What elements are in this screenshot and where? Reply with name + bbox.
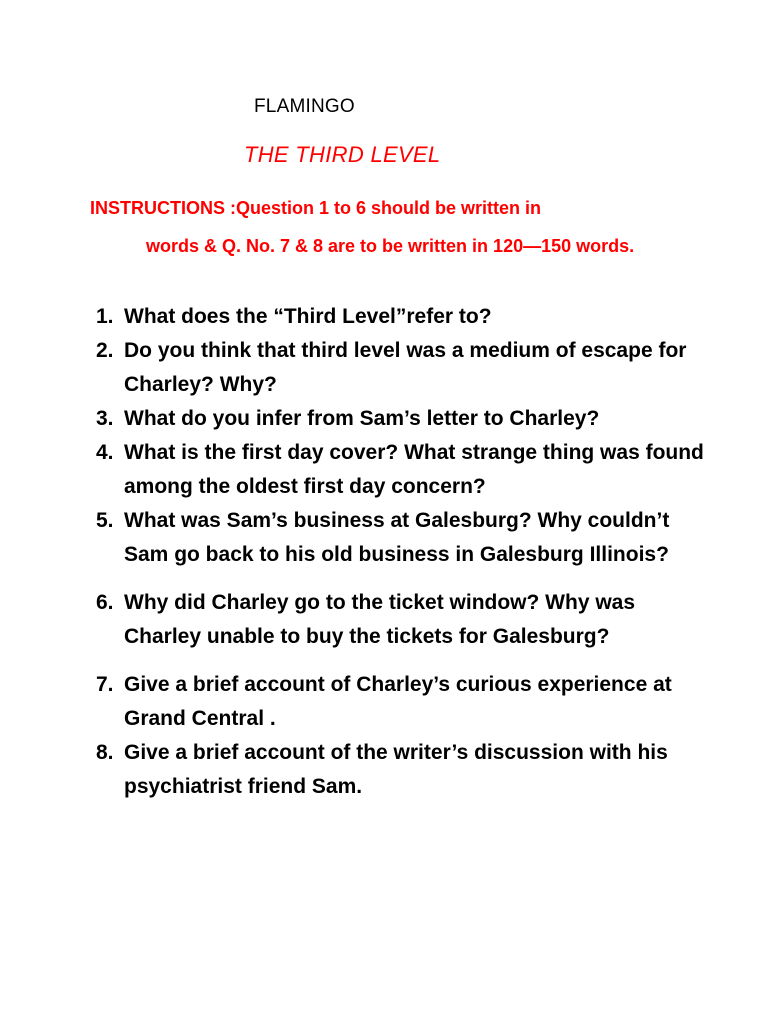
question-text: Give a brief account of the writer’s discussion with his psychiatrist friend Sam. — [124, 741, 668, 798]
chapter-title: THE THIRD LEVEL — [244, 142, 441, 167]
question-number: 1. — [96, 305, 114, 328]
instructions-line-2: words & Q. No. 7 & 8 are to be written in 120—150 words. — [146, 236, 635, 256]
question-number: 6. — [96, 591, 114, 614]
question-number: 8. — [96, 741, 114, 764]
question-text: What was Sam’s business at Galesburg? Why couldn’t Sam go back to his old business in Galesburg Illinois? — [124, 509, 670, 566]
question-text: Give a brief account of Charley’s curious experience at Grand Central . — [124, 673, 672, 730]
question-list — [96, 300, 716, 804]
question-text: What does the “Third Level”refer to? — [124, 305, 492, 328]
question-number: 5. — [96, 509, 114, 532]
question-text: Why did Charley go to the ticket window? Why was Charley unable to buy the tickets for Galesburg? — [124, 591, 636, 648]
question-text: Do you think that third level was a medium of escape for Charley? Why? — [124, 339, 687, 396]
question-item — [96, 402, 716, 436]
question-number: 7. — [96, 673, 114, 696]
question-item — [96, 586, 716, 654]
question-item — [96, 668, 716, 736]
question-text: What do you infer from Sam’s letter to Charley? — [124, 407, 600, 430]
question-item — [96, 300, 716, 334]
question-item — [96, 334, 716, 402]
question-item — [96, 436, 716, 504]
instructions-block — [90, 192, 710, 263]
instructions-line-1: INSTRUCTIONS :Question 1 to 6 should be written in — [90, 198, 542, 218]
question-number: 4. — [96, 441, 114, 464]
question-text: What is the first day cover? What strange thing was found among the oldest first day concern? — [124, 441, 704, 498]
question-item — [96, 504, 716, 572]
subject-title: FLAMINGO — [254, 96, 355, 117]
question-number: 3. — [96, 407, 114, 430]
question-item — [96, 736, 716, 804]
question-number: 2. — [96, 339, 114, 362]
